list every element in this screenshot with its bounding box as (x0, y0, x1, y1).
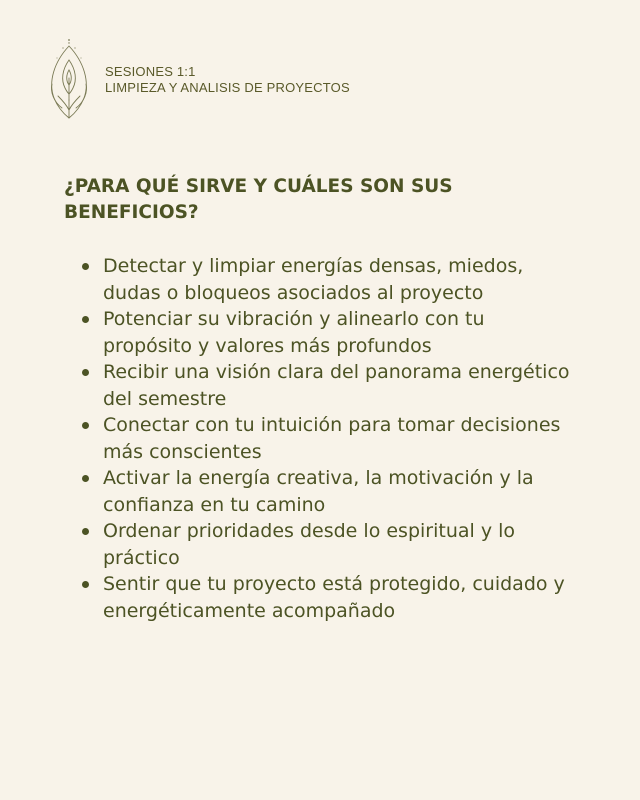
bullet-dot-icon (82, 528, 89, 535)
bullet-dot-icon (82, 263, 89, 270)
list-item (76, 359, 576, 412)
header-line-subtitle: LIMPIEZA Y ANALISIS DE PROYECTOS (105, 80, 350, 95)
benefits-list (76, 253, 576, 624)
list-item (76, 412, 576, 465)
list-item-text: Sentir que tu proyecto está protegido, cuidado y energéticamente acompañado (103, 573, 565, 622)
leaf-flame-icon (44, 38, 94, 122)
page-heading: ¿PARA QUÉ SIRVE Y CUÁLES SON SUS BENEFICIOS? (64, 176, 453, 223)
header-line-sessions: SESIONES 1:1 (105, 64, 196, 79)
list-item-text: Activar la energía creativa, la motivación y la confianza en tu camino (103, 467, 534, 516)
list-item (76, 465, 576, 518)
bullet-dot-icon (82, 369, 89, 376)
bullet-dot-icon (82, 422, 89, 429)
list-item-text: Ordenar prioridades desde lo espiritual y lo práctico (103, 520, 516, 569)
list-item-text: Recibir una visión clara del panorama energético del semestre (103, 361, 570, 410)
list-item (76, 253, 576, 306)
list-item (76, 518, 576, 571)
list-item-text: Potenciar su vibración y alinearlo con tu propósito y valores más profundos (103, 308, 485, 357)
list-item (76, 306, 576, 359)
bullet-dot-icon (82, 316, 89, 323)
list-item-text: Detectar y limpiar energías densas, miedos, dudas o bloqueos asociados al proyecto (103, 255, 524, 304)
bullet-dot-icon (82, 581, 89, 588)
list-item (76, 571, 576, 624)
list-item-text: Conectar con tu intuición para tomar decisiones más conscientes (103, 414, 561, 463)
header (105, 64, 350, 96)
bullet-dot-icon (82, 475, 89, 482)
